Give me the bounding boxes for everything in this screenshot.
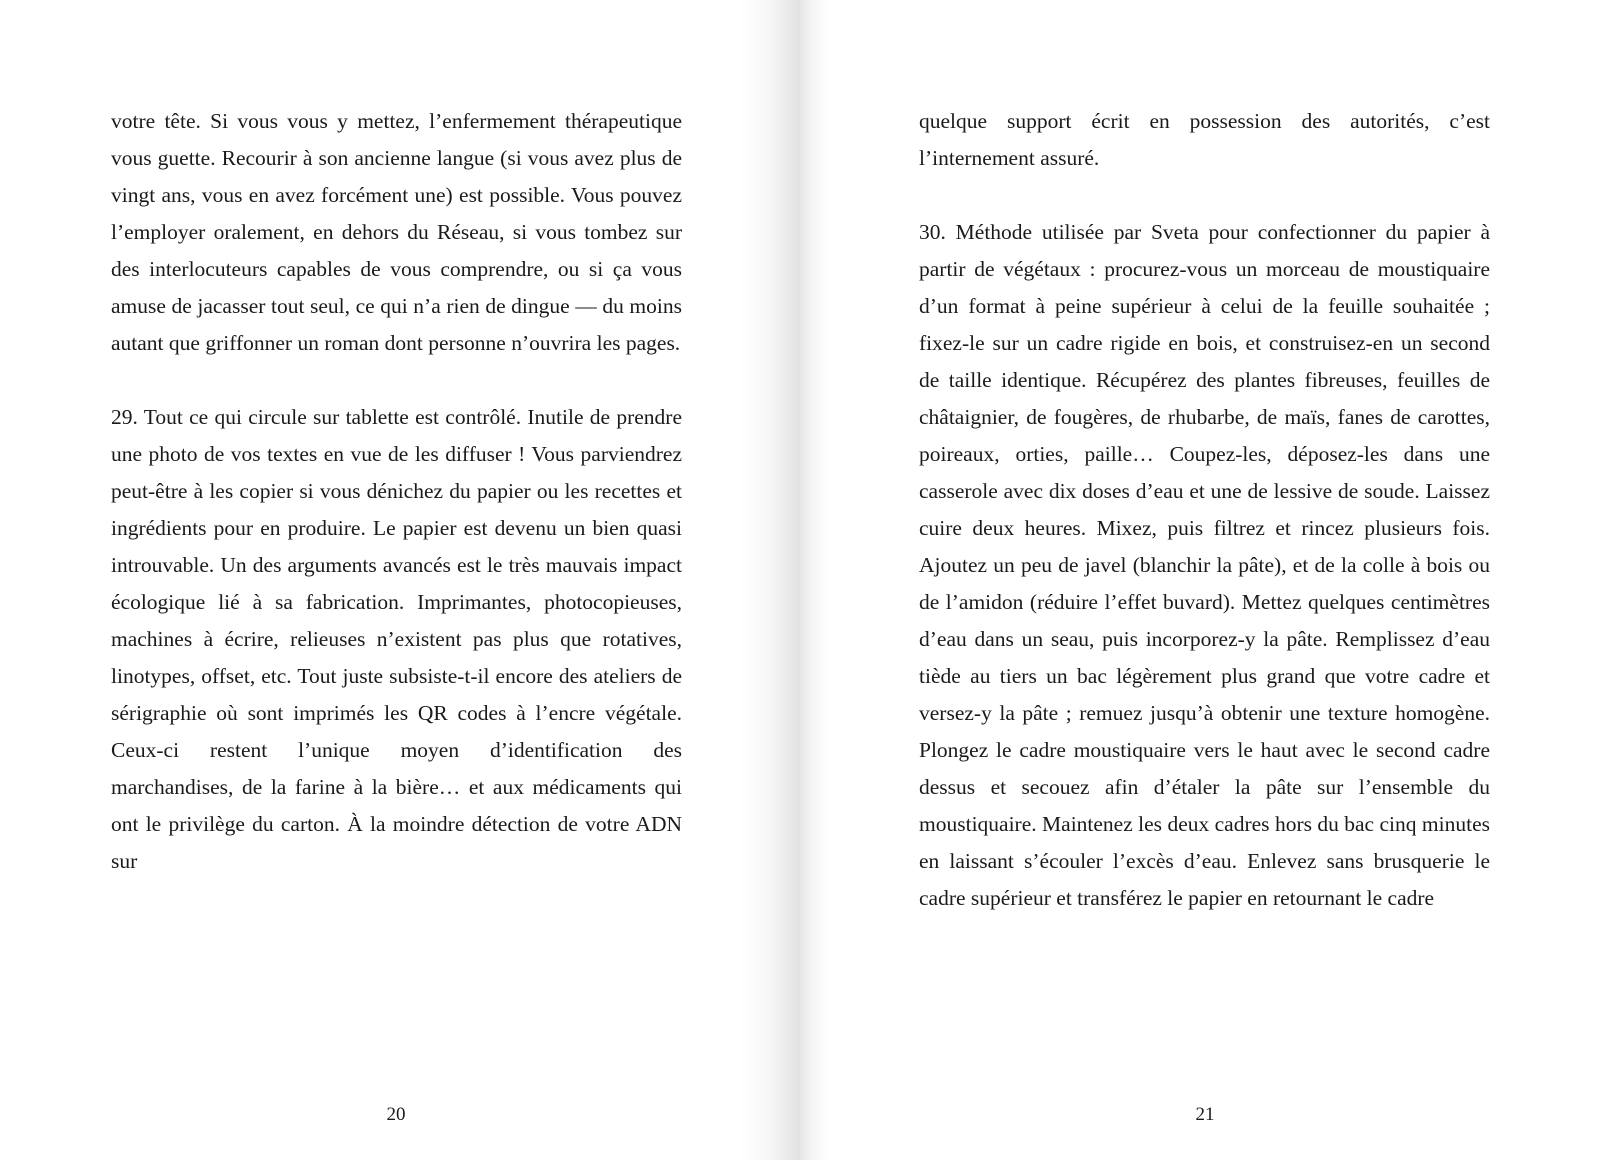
left-page-text: [111, 103, 682, 880]
right-page[interactable]: [800, 0, 1600, 1160]
paragraph: quelque support écrit en possession des autorités, c’est l’internement assuré.: [919, 109, 1490, 170]
paragraph: 30. Méthode utilisée par Sveta pour confectionner du papier à partir de végétaux : procurez-vous un morceau de moustiquaire d’un format à peine supérieur à celui de la feuille souhaitée ; fixez-le sur un cadre rigide en bois, et construisez-en un second de taille identique. Récupérez des plantes fibreuses, feuilles de châtaignier, de fougères, de rhubarbe, de maïs, fanes de carottes, poireaux, orties, paille… Coupez-les, déposez-les dans une casserole avec dix doses d’eau et une de lessive de soude. Laissez cuire deux heures. Mixez, puis filtrez et rincez plusieurs fois. Ajoutez un peu de javel (blanchir la pâte), et de la colle à bois ou de l’amidon (réduire l’effet buvard). Mettez quelques centimètres d’eau dans un seau, puis incorporez-y la pâte. Remplissez d’eau tiède au tiers un bac légèrement plus grand que votre cadre et versez-y la pâte ; remuez jusqu’à obtenir une texture homogène. Plongez le cadre moustiquaire vers le haut avec le second cadre dessus et secouez afin d’étaler la pâte sur l’ensemble du moustiquaire. Maintenez les deux cadres hors du bac cinq minutes en laissant s’écouler l’excès d’eau. Enlevez sans brusquerie le cadre supérieur et transférez le papier en retournant le cadre: [919, 220, 1490, 910]
page-number-left: 20: [386, 1104, 406, 1125]
page-number-right: 21: [1195, 1104, 1215, 1125]
paragraph: votre tête. Si vous vous y mettez, l’enfermement thérapeutique vous guette. Recourir à son ancienne langue (si vous avez plus de vingt ans, vous en avez forcément une) est possible. Vous pouvez l’employer oralement, en dehors du Réseau, si vous tombez sur des interlocuteurs capables de vous comprendre, ou si ça vous amuse de jacasser tout seul, ce qui n’a rien de dingue — du moins autant que griffonner un roman dont personne n’ouvrira les pages.: [111, 109, 682, 355]
right-page-text: [919, 103, 1490, 917]
paragraph: 29. Tout ce qui circule sur tablette est contrôlé. Inutile de prendre une photo de vos textes en vue de les diffuser ! Vous parviendrez peut-être à les copier si vous dénichez du papier ou les recettes et ingrédients pour en produire. Le papier est devenu un bien quasi introuvable. Un des arguments avancés est le très mauvais impact écologique lié à sa fabrication. Imprimantes, photocopieuses, machines à écrire, relieuses n’existent pas plus que rotatives, linotypes, offset, etc. Tout juste subsiste-t-il encore des ateliers de sérigraphie où sont imprimés les QR codes à l’encre végétale. Ceux-ci restent l’unique moyen d’identification des marchandises, de la farine à la bière… et aux médicaments qui ont le privilège du carton. À la moindre détection de votre ADN sur: [111, 405, 682, 873]
